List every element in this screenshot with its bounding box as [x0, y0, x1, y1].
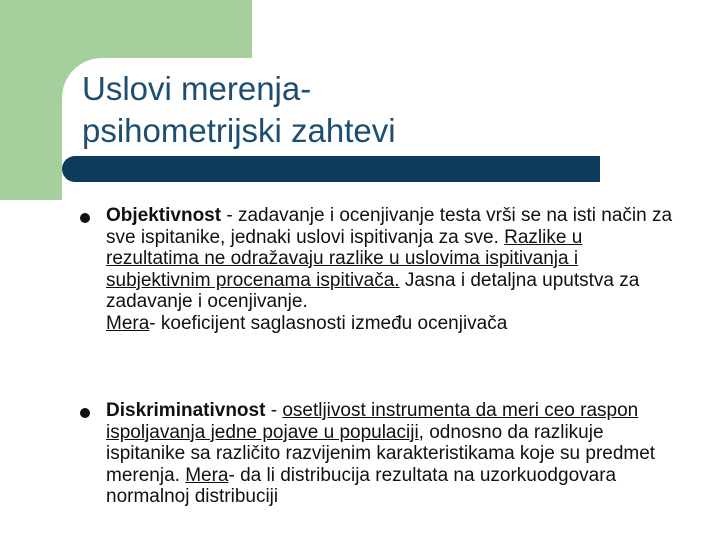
bullet-text: - — [265, 400, 283, 421]
title-line-1: Uslovi merenja- — [82, 70, 312, 107]
bullet-dot — [80, 213, 90, 223]
measure-label: Mera — [185, 464, 229, 486]
bullet-dot — [80, 408, 90, 418]
bullet-term: Diskriminativnost — [106, 400, 266, 421]
measure-text: - koeficijent saglasnosti između ocenjivača — [149, 312, 508, 334]
underlined-text: osetljivost instrumenta da meri ceo raspon ispoljavanja jedne pojave u populaciji — [106, 400, 639, 443]
underlined-text: Razlike u rezultatima ne odražavaju razlike u uslovima ispitivanja i subjektivnim procenama ispitivača. — [106, 226, 583, 291]
title-line-2: psihometrijski zahtevi — [82, 112, 396, 149]
title-underline-bar — [62, 156, 600, 182]
measure-label: Mera — [106, 312, 150, 334]
bullet-text: , odnosno da razlikuje ispitanike sa različito razvijenim karakteristikama koje su predmet merenja. — [106, 421, 656, 486]
bullet-term: Objektivnost — [106, 205, 222, 226]
bullet-text: - zadavanje i ocenjivanje testa vrši se na isti način za sve ispitanike, jednaki uslovi ispitivanja za sve. — [106, 205, 673, 248]
measure-text: - da li distribucija rezultata na uzorkuodgovara normalnoj distribuciji — [106, 464, 617, 507]
bullet-text: Jasna i detaljna uputstva za zadavanje i ocenjivanje. — [106, 269, 640, 312]
bullet-objektivnost — [106, 205, 676, 334]
slide-title — [82, 68, 642, 152]
bullet-diskriminativnost — [106, 400, 676, 508]
